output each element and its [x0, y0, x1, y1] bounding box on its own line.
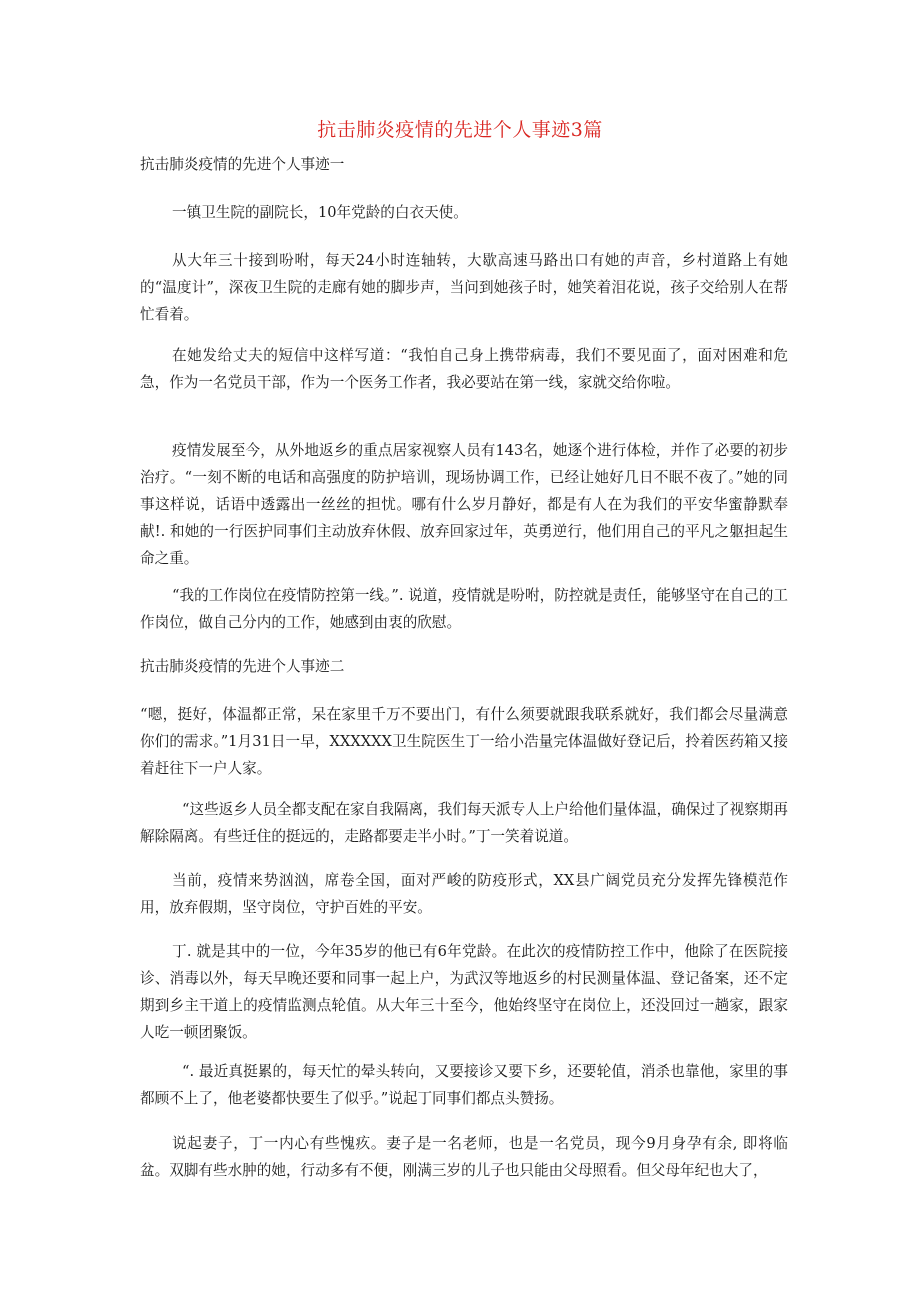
paragraph: “. 最近真挺累的，每天忙的晕头转向，又要接诊又要下乡，还要轮值，消杀也靠他，家里的事都顾不上了，他老婆都快要生了似乎。”说起丁同事们都点头赞扬。	[140, 1063, 788, 1107]
document-title: 抗击肺炎疫情的先进个人事迹3篇	[317, 119, 603, 141]
paragraph: 在她发给丈夫的短信中这样写道：“我怕自己身上携带病毒，我们不要见面了，面对困难和危急，作为一名党员干部，作为一个医务工作者，我必要站在第一线，家就交给你啦。	[140, 347, 788, 391]
section-heading-1: 抗击肺炎疫情的先进个人事迹一	[140, 156, 345, 173]
section-heading-2: 抗击肺炎疫情的先进个人事迹二	[140, 658, 345, 675]
paragraph: “嗯，挺好，体温都正常，呆在家里千万不要出门，有什么须要就跟我联系就好，我们都会尽量满意你们的需求。”1月31日一早，XXXXXX卫生院医生丁一给小浩量完体温做好登记后，拎着医药箱又接着赶往下一户人家。	[140, 706, 788, 777]
paragraph: 疫情发展至今，从外地返乡的重点居家视察人员有143名，她逐个进行体检，并作了必要的初步治疗。“一刻不断的电话和高强度的防护培训，现场协调工作，已经让她好几日不眠不夜了。”她的同事这样说，话语中透露出一丝丝的担忧。哪有什么岁月静好，都是有人在为我们的平安华蜜静默奉献!. 和她的一行医护同事们主动放弃休假、放弃回家过年，英勇逆行，他们用自己的平凡之躯担起生命之重。	[140, 442, 788, 567]
paragraph: 丁. 就是其中的一位，今年35岁的他已有6年党龄。在此次的疫情防控工作中，他除了在医院接诊、消毒以外，每天早晚还要和同事一起上户，为武汉等地返乡的村民测量体温、登记备案，还不定期到乡主干道上的疫情监测点轮值。从大年三十至今，他始终坚守在岗位上，还没回过一趟家，跟家人吃一顿团聚饭。	[140, 943, 788, 1041]
paragraph: 从大年三十接到吩咐，每天24小时连轴转，大歇高速马路出口有她的声音，乡村道路上有她的“温度计”，深夜卫生院的走廊有她的脚步声，当问到她孩子时，她笑着泪花说，孩子交给别人在帮忙看着。	[140, 252, 788, 323]
paragraph: “我的工作岗位在疫情防控第一线。”. 说道，疫情就是吩咐，防控就是责任，能够坚守在自己的工作岗位，做自己分内的工作，她感到由衷的欣慰。	[140, 587, 788, 631]
paragraph: 当前，疫情来势汹汹，席卷全国，面对严峻的防疫形式，XX县广阔党员充分发挥先锋模范作用，放弃假期，坚守岗位，守护百姓的平安。	[140, 872, 788, 916]
paragraph: 说起妻子，丁一内心有些愧疚。妻子是一名老师，也是一名党员，现今9月身孕有余, 即将临盆。双脚有些水肿的她，行动多有不便，刚满三岁的儿子也只能由父母照看。但父母年纪也大了，	[140, 1135, 788, 1179]
paragraph: “这些返乡人员全都支配在家自我隔离，我们每天派专人上户给他们量体温，确保过了视察期再解除隔离。有些迁住的挺远的，走路都要走半小时。”丁一笑着说道。	[140, 801, 788, 845]
paragraph: 一镇卫生院的副院长，10年党龄的白衣天使。	[172, 204, 468, 221]
